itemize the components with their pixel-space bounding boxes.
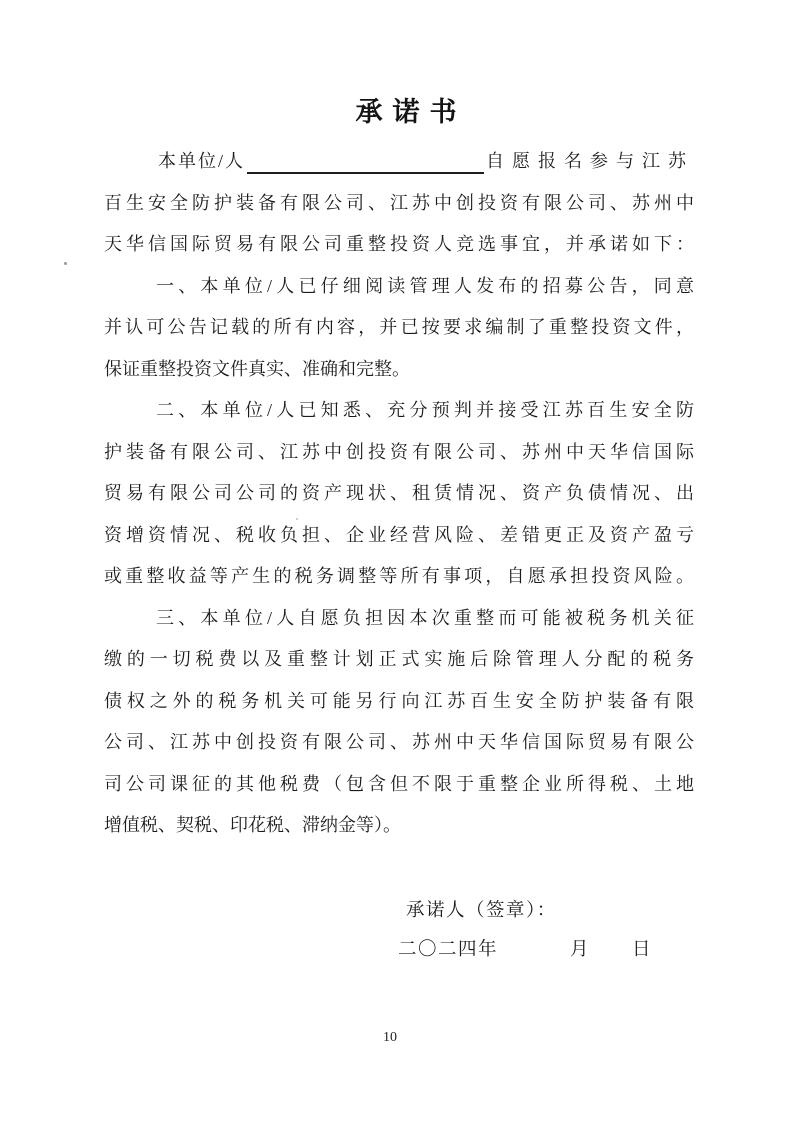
clause-1-line: 并认可公告记载的所有内容，并已按要求编制了重整投资文件， <box>104 317 694 337</box>
intro-continuation-line: 天华信国际贸易有限公司重整投资人竞选事宜，并承诺如下： <box>104 234 694 254</box>
clause-3-line: 公司、江苏中创投资有限公司、苏州中天华信国际贸易有限公 <box>104 732 694 752</box>
clause-3-line: 三、本单位/人自愿负担因本次重整而可能被税务机关征 <box>156 607 694 628</box>
clause-2-line: 护装备有限公司、江苏中创投资有限公司、苏州中天华信国际 <box>104 441 694 462</box>
clause-3-line: 司公司课征的其他税费（包含但不限于重整企业所得税、土地 <box>104 773 694 794</box>
scan-artifact-dot <box>64 262 67 265</box>
clause-2-line: 资增资情况、税收负担、企业经营风险、差错更正及资产盈亏 <box>104 524 694 545</box>
date-day-label: 日 <box>632 940 653 960</box>
date-year: 二〇二四年 <box>398 940 499 960</box>
date-line <box>398 931 652 970</box>
signer-label: 承诺人（签章）： <box>406 901 557 921</box>
intro-prefix: 本单位/人 <box>158 151 246 171</box>
clause-2-line: 二、本单位/人已知悉、充分预判并接受江苏百生安全防 <box>156 400 694 420</box>
clause-1-line: 保证重整投资文件真实、准确和完整。 <box>104 358 410 379</box>
clause-2-line: 或重整收益等产生的税务调整等所有事项，自愿承担投资风险。 <box>104 566 694 586</box>
page-number: 10 <box>383 1030 397 1045</box>
intro-suffix: 自愿报名参与江苏 <box>486 151 694 171</box>
intro-continuation-line: 百生安全防护装备有限公司、江苏中创投资有限公司、苏州中 <box>104 192 694 213</box>
clause-1-line: 一、本单位/人已仔细阅读管理人发布的招募公告，同意 <box>156 275 694 296</box>
fill-in-blank-underline <box>247 141 484 174</box>
clause-3-line: 增值税、契税、印花税、滞纳金等）。 <box>104 815 401 835</box>
document-title: 承诺书 <box>355 97 467 128</box>
clause-3-line: 债权之外的税务机关可能另行向江苏百生安全防护装备有限 <box>104 690 694 711</box>
date-month-label: 月 <box>570 940 591 960</box>
signature-block <box>398 892 652 970</box>
clause-3-line: 缴的一切税费以及重整计划正式实施后除管理人分配的税务 <box>104 649 694 669</box>
document-body <box>104 141 694 847</box>
scan-artifact-dot <box>296 518 298 520</box>
intro-line <box>104 141 694 183</box>
clause-2-line: 贸易有限公司公司的资产现状、租赁情况、资产负债情况、出 <box>104 483 694 503</box>
